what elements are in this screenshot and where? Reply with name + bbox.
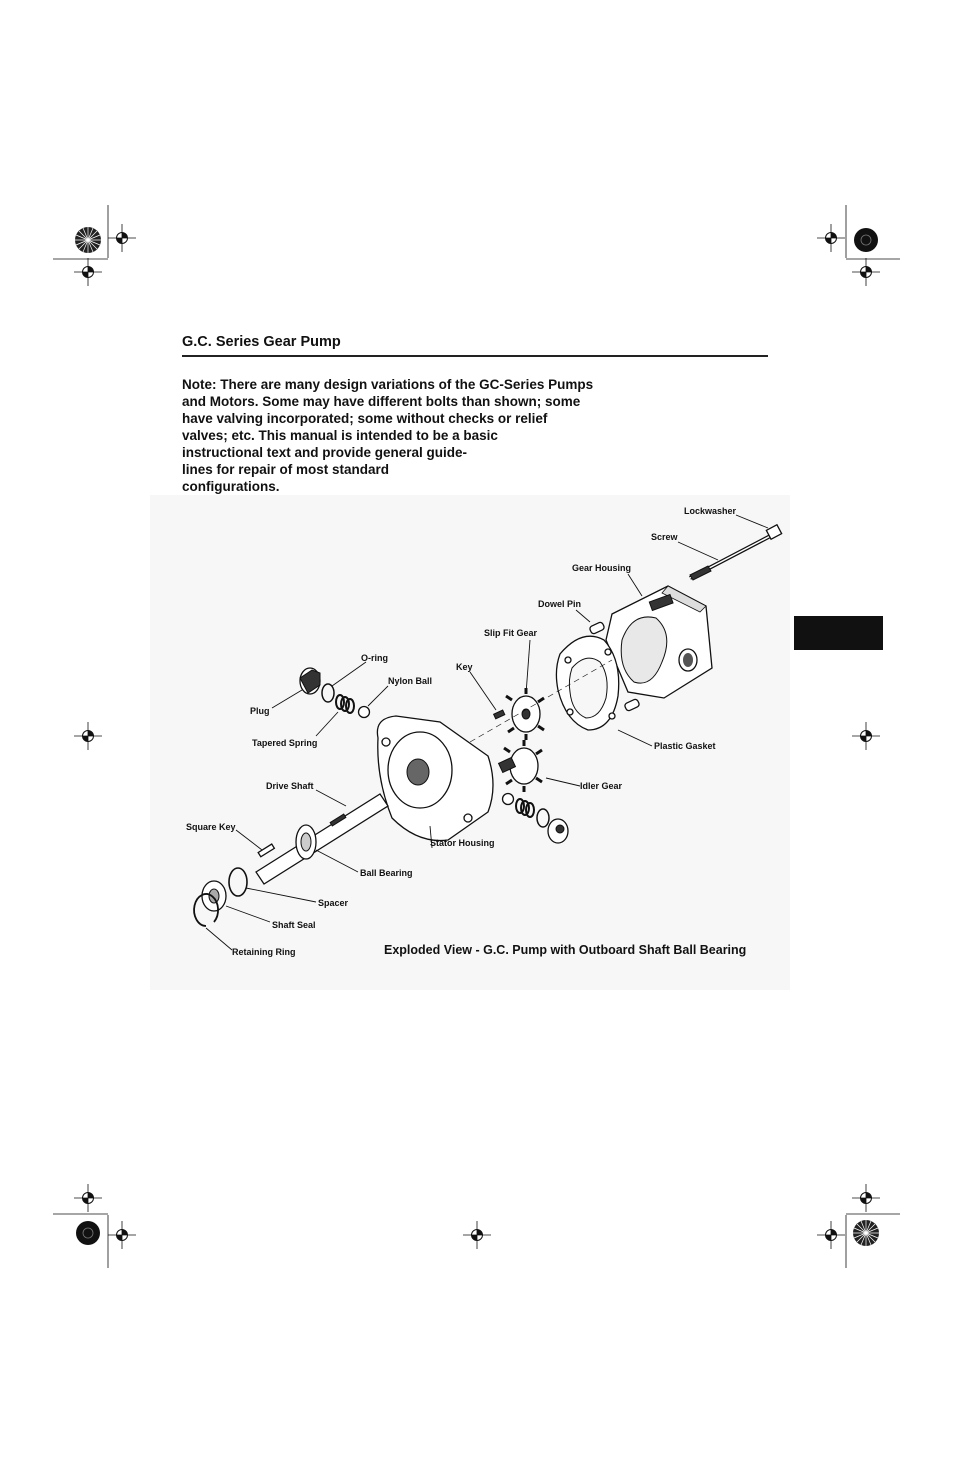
label-spacer: Spacer (318, 898, 349, 908)
label-plastic-gasket: Plastic Gasket (654, 741, 716, 751)
figure-caption: Exploded View - G.C. Pump with Outboard Shaft Ball Bearing (384, 943, 747, 957)
label-idler-gear: Idler Gear (580, 781, 623, 791)
note-line: instructional text and provide general guide- (182, 445, 468, 460)
leader-lines (206, 515, 768, 950)
label-stator-housing: Stator Housing (430, 838, 495, 848)
section-title: G.C. Series Gear Pump (182, 334, 341, 350)
note-line: and Motors. Some may have different bolts than shown; some (182, 394, 581, 409)
plastic-gasket-part (556, 636, 618, 730)
note-line: Note: There are many design variations of the GC-Series Pumps (182, 377, 594, 392)
relief-valve-upper-parts (300, 668, 370, 718)
label-screw: Screw (651, 532, 678, 542)
relief-valve-lower-parts (503, 794, 569, 844)
label-plug: Plug (250, 706, 270, 716)
gear-housing-part (606, 586, 712, 698)
dowel-pin-part (624, 698, 640, 711)
label-ball-bearing: Ball Bearing (360, 868, 413, 878)
label-shaft-seal: Shaft Seal (272, 920, 316, 930)
note-line: configurations. (182, 479, 280, 494)
label-nylon-ball: Nylon Ball (388, 676, 433, 686)
label-o-ring: O-ring (361, 653, 388, 663)
label-gear-housing: Gear Housing (572, 563, 632, 573)
idler-gear-part (499, 740, 542, 792)
square-key-part (258, 844, 274, 857)
label-square-key: Square Key (186, 822, 236, 832)
key-part (494, 710, 505, 719)
label-tapered-spring: Tapered Spring (252, 738, 318, 748)
dowel-pin-part (589, 621, 605, 634)
screw-part (690, 525, 782, 580)
label-retaining-ring: Retaining Ring (232, 947, 296, 957)
label-dowel-pin: Dowel Pin (538, 599, 582, 609)
ball-bearing-part (296, 825, 316, 859)
note-line: have valving incorporated; some without checks or relief (182, 411, 548, 426)
label-lockwasher: Lockwasher (684, 506, 737, 516)
label-slip-fit-gear: Slip Fit Gear (484, 628, 538, 638)
stator-housing-part (377, 716, 493, 841)
slip-fit-gear-part (506, 688, 544, 740)
spacer-part (229, 868, 247, 896)
note-line: lines for repair of most standard (182, 462, 390, 477)
shaft-seal-part (202, 881, 226, 911)
label-key: Key (456, 662, 473, 672)
label-drive-shaft: Drive Shaft (266, 781, 314, 791)
note-line: valves; etc. This manual is intended to be a basic (182, 428, 498, 443)
